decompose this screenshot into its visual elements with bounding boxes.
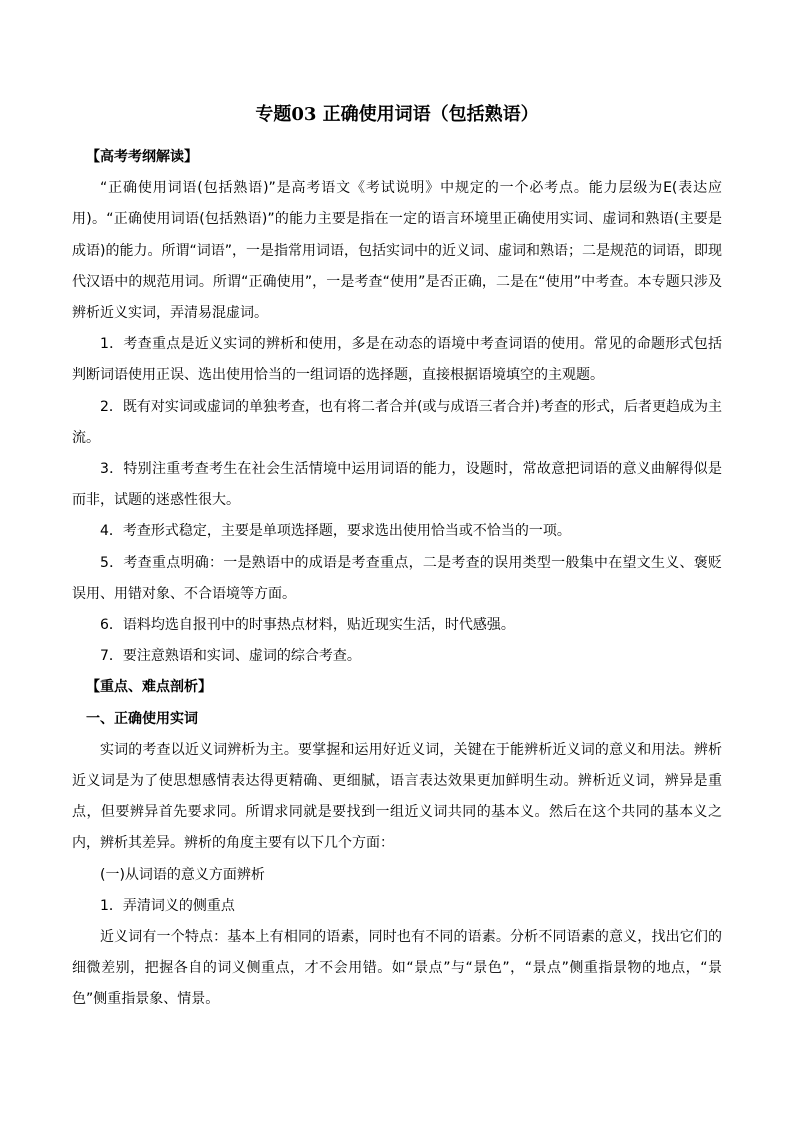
key-points-heading: 【重点、难点剖析】 <box>86 679 212 696</box>
synonym-paragraph: 近义词有一个特点：基本上有相同的语素，同时也有不同的语素。分析不同语素的意义，找出它们的细微差别，把握各自的词义侧重点，才不会用错。如“景点”与“景色”，“景点”侧重指景物的地点，“景色”侧重指景象、情景。 <box>72 929 722 1008</box>
intro-paragraph: “正确使用词语(包括熟语)”是高考语文《考试说明》中规定的一个必考点。能力层级为E(表达应用)。“正确使用词语(包括熟语)”的能力主要是指在一定的语言环境里正确使用实词、虚词和熟语(主要是成语)的能力。所谓“词语”，一是指常用词语，包括实词中的近义词、虚词和熟语；二是规范的词语，即现代汉语中的规范用词。所谓“正确使用”，一是考查“使用”是否正确，二是在“使用”中考查。本专题只涉及辨析近义实词，弄清易混虚词。 <box>72 180 722 322</box>
section-heading-content-words: 一、正确使用实词 <box>86 710 198 727</box>
list-item-3: 3．特别注重考查考生在社会生活情境中运用词语的能力，设题时，常故意把词语的意义曲解得似是而非，试题的迷惑性很大。 <box>72 461 722 509</box>
list-item-2: 2．既有对实词或虚词的单独考查，也有将二者合并(或与成语三者合并)考查的形式，后者更趋成为主流。 <box>72 398 722 446</box>
page-title: 专题03 正确使用词语（包括熟语） <box>255 104 539 125</box>
list-item-7: 7．要注意熟语和实词、虚词的综合考查。 <box>100 648 361 665</box>
exam-outline-heading: 【高考考纲解读】 <box>86 149 198 165</box>
list-item-6: 6．语料均选自报刊中的时事热点材料，贴近现实生活，时代感强。 <box>100 617 515 634</box>
list-item-4: 4．考查形式稳定，主要是单项选择题，要求选出使用恰当或不恰当的一项。 <box>100 523 571 540</box>
subsection-focus-heading: 1．弄清词义的侧重点 <box>100 897 235 914</box>
document-body <box>72 142 722 1016</box>
list-item-1: 1．考查重点是近义实词的辨析和使用，多是在动态的语境中考查词语的使用。常见的命题形式包括判断词语使用正误、选出使用恰当的一组词语的选择题，直接根据语境填空的主观题。 <box>72 336 722 384</box>
subsection-meaning-heading: (一)从词语的意义方面辨析 <box>100 866 265 883</box>
list-item-5: 5．考查重点明确：一是熟语中的成语是考查重点，二是考查的误用类型一般集中在望文生义、褒贬误用、用错对象、不合语境等方面。 <box>72 554 722 602</box>
content-words-paragraph: 实词的考查以近义词辨析为主。要掌握和运用好近义词，关键在于能辨析近义词的意义和用法。辨析近义词是为了使思想感情表达得更精确、更细腻，语言表达效果更加鲜明生动。辨析近义词，辨异是重点，但要辨异首先要求同。所谓求同就是要找到一组近义词共同的基本义。然后在这个共同的基本义之内，辨析其差异。辨析的角度主要有以下几个方面： <box>72 741 722 852</box>
